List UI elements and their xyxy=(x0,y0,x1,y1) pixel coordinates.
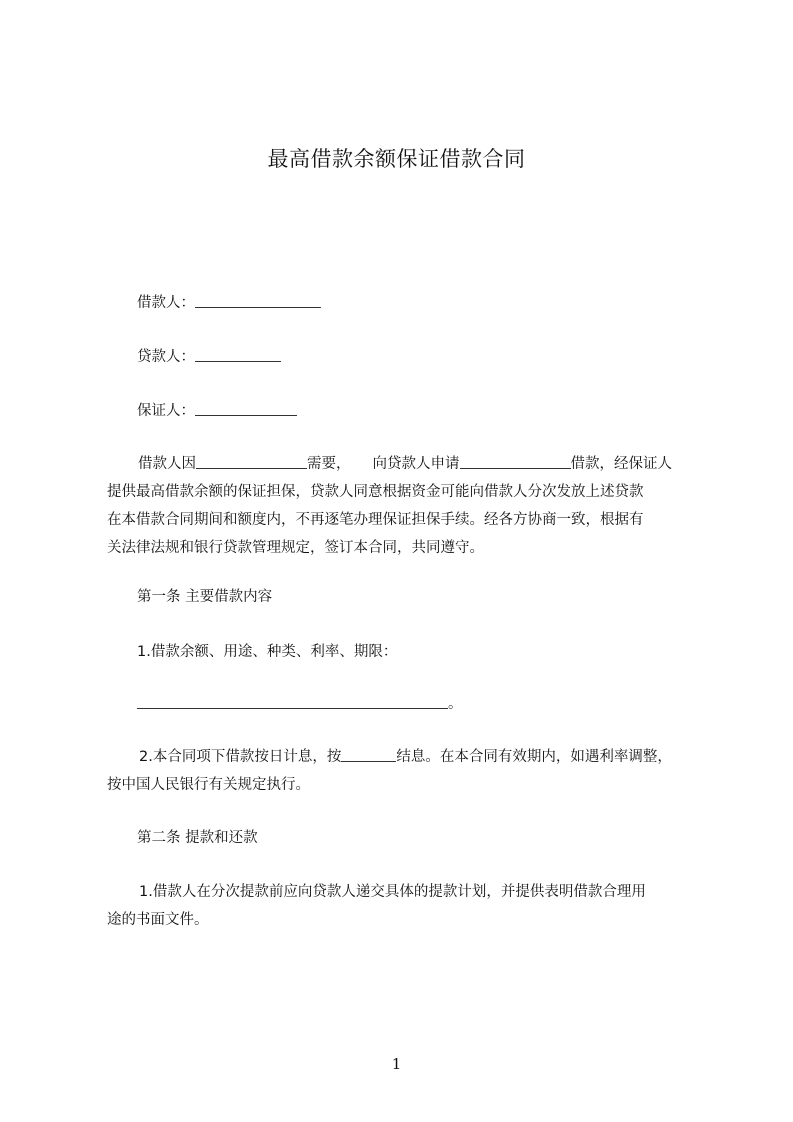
article-2-item-1-cont: 途的书面文件。 xyxy=(107,912,209,928)
guarantor-blank[interactable] xyxy=(195,400,297,416)
loan-details-end: 。 xyxy=(448,696,463,712)
purpose-blank[interactable] xyxy=(196,453,307,469)
preamble-line-1 xyxy=(138,452,672,473)
loan-type-blank[interactable] xyxy=(460,453,571,469)
preamble-line-4: 关法律法规和银行贷款管理规定，签订本合同，共同遵守。 xyxy=(107,540,484,556)
preamble-text-1b: 需要， xyxy=(307,456,351,472)
contract-title: 最高借款余额保证借款合同 xyxy=(267,147,526,171)
guarantor-label: 保证人： xyxy=(137,403,195,419)
preamble-line-2: 提供最高借款余额的保证担保，贷款人同意根据资金可能向借款人分次发放上述贷款 xyxy=(107,484,644,500)
preamble-text-1c: 向贷款人申请 xyxy=(372,456,460,472)
loan-details-blank[interactable] xyxy=(137,693,448,709)
preamble-text-1d: 借款，经保证人 xyxy=(570,456,672,472)
page-number: 1 xyxy=(391,1055,402,1073)
article-1-item-1-fill xyxy=(137,692,463,713)
article-1-item-2b: 结息。在本合同有效期内，如遇利率调整， xyxy=(396,749,672,765)
article-1-heading: 第一条 主要借款内容 xyxy=(137,589,273,605)
article-1-item-2-cont: 按中国人民银行有关规定执行。 xyxy=(107,777,310,793)
article-1-item-2 xyxy=(139,745,672,766)
article-1-item-1: 1.借款余额、用途、种类、利率、期限： xyxy=(137,644,398,660)
article-2-item-1: 1.借款人在分次提款前应向贷款人递交具体的提款计划，并提供表明借款合理用 xyxy=(139,884,646,900)
preamble-text-1a: 借款人因 xyxy=(138,456,196,472)
lender-blank[interactable] xyxy=(195,346,281,362)
borrower-label: 借款人： xyxy=(137,295,195,311)
guarantor-line xyxy=(137,399,297,420)
borrower-blank[interactable] xyxy=(195,292,321,308)
lender-label: 贷款人： xyxy=(137,349,195,365)
borrower-line xyxy=(137,291,321,312)
lender-line xyxy=(137,345,281,366)
article-1-item-2a: 2.本合同项下借款按日计息，按 xyxy=(139,749,342,765)
settlement-blank[interactable] xyxy=(341,746,396,762)
preamble-line-3: 在本借款合同期间和额度内，不再逐笔办理保证担保手续。经各方协商一致，根据有 xyxy=(107,512,644,528)
article-2-heading: 第二条 提款和还款 xyxy=(137,830,258,846)
